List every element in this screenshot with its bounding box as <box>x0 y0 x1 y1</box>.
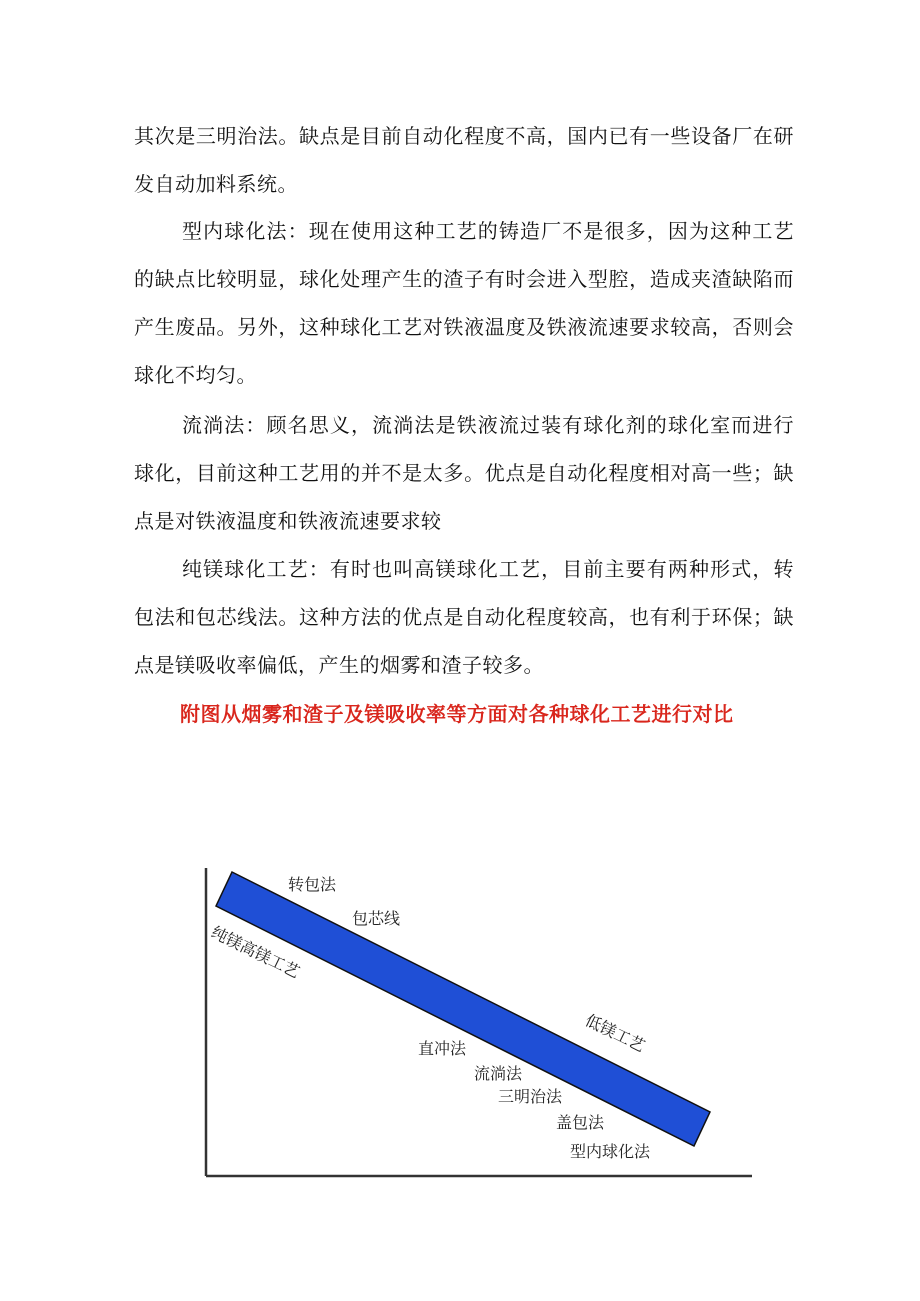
label-zhuanbao: 转包法 <box>288 875 337 894</box>
process-band <box>216 872 710 1146</box>
label-dimei: 低镁工艺 <box>582 1010 649 1056</box>
comparison-diagram <box>200 866 756 1180</box>
paragraph-pure-magnesium-method: 纯镁球化工艺：有时也叫高镁球化工艺，目前主要有两种形式，转包法和包芯线法。这种方法的优点是自动化程度较高，也有利于环保；缺点是镁吸收率偏低，产生的烟雾和渣子较多。 <box>134 557 794 677</box>
label-baoxin: 包芯线 <box>352 909 401 928</box>
label-chunmei: 纯镁高镁工艺 <box>208 922 303 982</box>
process-comparison-figure <box>200 866 756 1180</box>
label-xingnei: 型内球化法 <box>570 1142 651 1161</box>
label-zhichong: 直冲法 <box>418 1039 467 1058</box>
paragraph-sandwich-method: 其次是三明治法。缺点是目前自动化程度不高，国内已有一些设备厂在研发自动加料系统。 <box>134 124 794 196</box>
paragraph-in-mold-method: 型内球化法：现在使用这种工艺的铸造厂不是很多，因为这种工艺的缺点比较明显，球化处理产生的渣子有时会进入型腔，造成夹渣缺陷而产生废品。另外，这种球化工艺对铁液温度及铁液流速要求较高，否则会球化不均匀。 <box>134 219 794 387</box>
label-liutang: 流淌法 <box>474 1064 523 1083</box>
label-sanming: 三明治法 <box>498 1087 563 1106</box>
paragraph-flow-method: 流淌法：顾名思义，流淌法是铁液流过装有球化剂的球化室而进行球化，目前这种工艺用的并不是太多。优点是自动化程度相对高一些；缺点是对铁液温度和铁液流速要求较 <box>134 413 794 533</box>
label-gaibao: 盖包法 <box>556 1113 605 1132</box>
figure-caption: 附图从烟雾和渣子及镁吸收率等方面对各种球化工艺进行对比 <box>180 702 734 726</box>
